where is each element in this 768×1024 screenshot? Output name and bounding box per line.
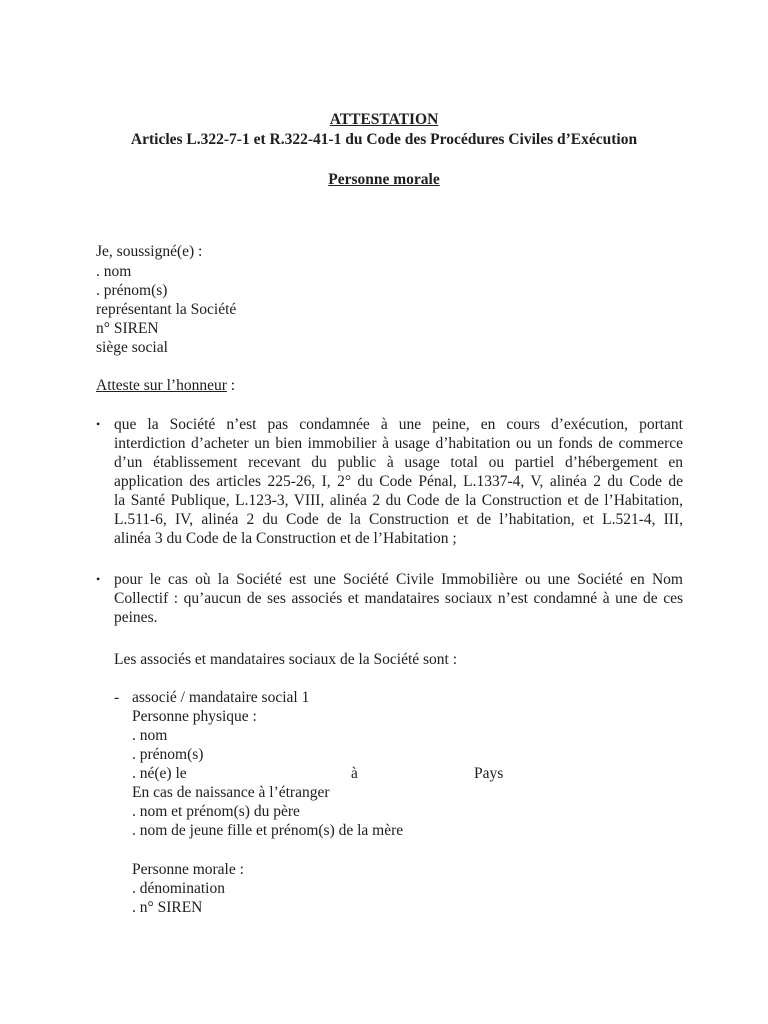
bullet-2-line: peines. bbox=[114, 609, 158, 626]
bullet-2-line: Collectif : qu’aucun de ses associés et mandataires sociaux n’est condamné à une de ces bbox=[114, 590, 683, 607]
physique-nom: . nom bbox=[132, 727, 168, 744]
physique-ne-le: . né(e) le bbox=[132, 765, 187, 782]
associes-intro: Les associés et mandataires sociaux de la Société sont : bbox=[114, 651, 458, 668]
bullet-1-icon: • bbox=[96, 417, 101, 431]
document-subtitle: Articles L.322-7-1 et R.322-41-1 du Code des Procédures Civiles d’Exécution bbox=[130, 131, 638, 148]
declarant-siege: siège social bbox=[96, 339, 168, 356]
bullet-1-line: que la Société n’est pas condamnée à une peine, en cours d’exécution, portant bbox=[114, 416, 683, 433]
declarant-prenom: . prénom(s) bbox=[96, 282, 168, 299]
declarant-nom: . nom bbox=[96, 263, 132, 280]
morale-denomination: . dénomination bbox=[132, 880, 225, 897]
bullet-1-line: L.511-6, IV, alinéa 2 du Code de la Construction et de l’habitation, et L.521-4, III, bbox=[114, 511, 683, 528]
physique-mere: . nom de jeune fille et prénom(s) de la mère bbox=[132, 822, 404, 839]
bullet-1-line: interdiction d’acheter un bien immobilier à usage d’habitation ou un fonds de commerce bbox=[114, 435, 683, 452]
declarant-intro: Je, soussigné(e) : bbox=[96, 243, 203, 260]
declarant-siren: n° SIREN bbox=[96, 320, 159, 337]
bullet-1-line: d’un établissement recevant du public à usage total ou partiel d’hébergement en bbox=[114, 454, 683, 471]
physique-a: à bbox=[351, 765, 358, 782]
bullet-1-line: la Santé Publique, L.123-3, VIII, alinéa 2 du Code de la Construction et de l’Habitation, bbox=[114, 492, 683, 509]
morale-siren: . n° SIREN bbox=[132, 899, 203, 916]
bullet-1-line: application des articles 225-26, I, 2° du Code Pénal, L.1337-4, V, alinéa 2 du Code de bbox=[114, 473, 683, 490]
associe-item-label: associé / mandataire social 1 bbox=[132, 689, 310, 706]
attestation-heading-colon: : bbox=[226, 377, 236, 394]
attestation-heading-line bbox=[96, 376, 235, 395]
attestation-heading: Atteste sur l’honneur bbox=[96, 377, 227, 394]
document-title: ATTESTATION bbox=[329, 111, 439, 128]
personne-morale-heading: Personne morale : bbox=[132, 861, 244, 878]
bullet-2-line: pour le cas où la Société est une Société Civile Immobilière ou une Société en Nom bbox=[114, 571, 683, 588]
physique-pays: Pays bbox=[474, 765, 504, 782]
physique-pere: . nom et prénom(s) du père bbox=[132, 803, 300, 820]
section-heading: Personne morale bbox=[328, 171, 440, 188]
physique-prenom: . prénom(s) bbox=[132, 746, 204, 763]
declarant-societe: représentant la Société bbox=[96, 301, 237, 318]
bullet-1-line: alinéa 3 du Code de la Construction et de l’Habitation ; bbox=[114, 530, 457, 547]
personne-physique-heading: Personne physique : bbox=[132, 708, 257, 725]
bullet-2-icon: • bbox=[96, 572, 101, 586]
physique-etranger: En cas de naissance à l’étranger bbox=[132, 784, 330, 801]
associe-dash: - bbox=[114, 689, 120, 706]
